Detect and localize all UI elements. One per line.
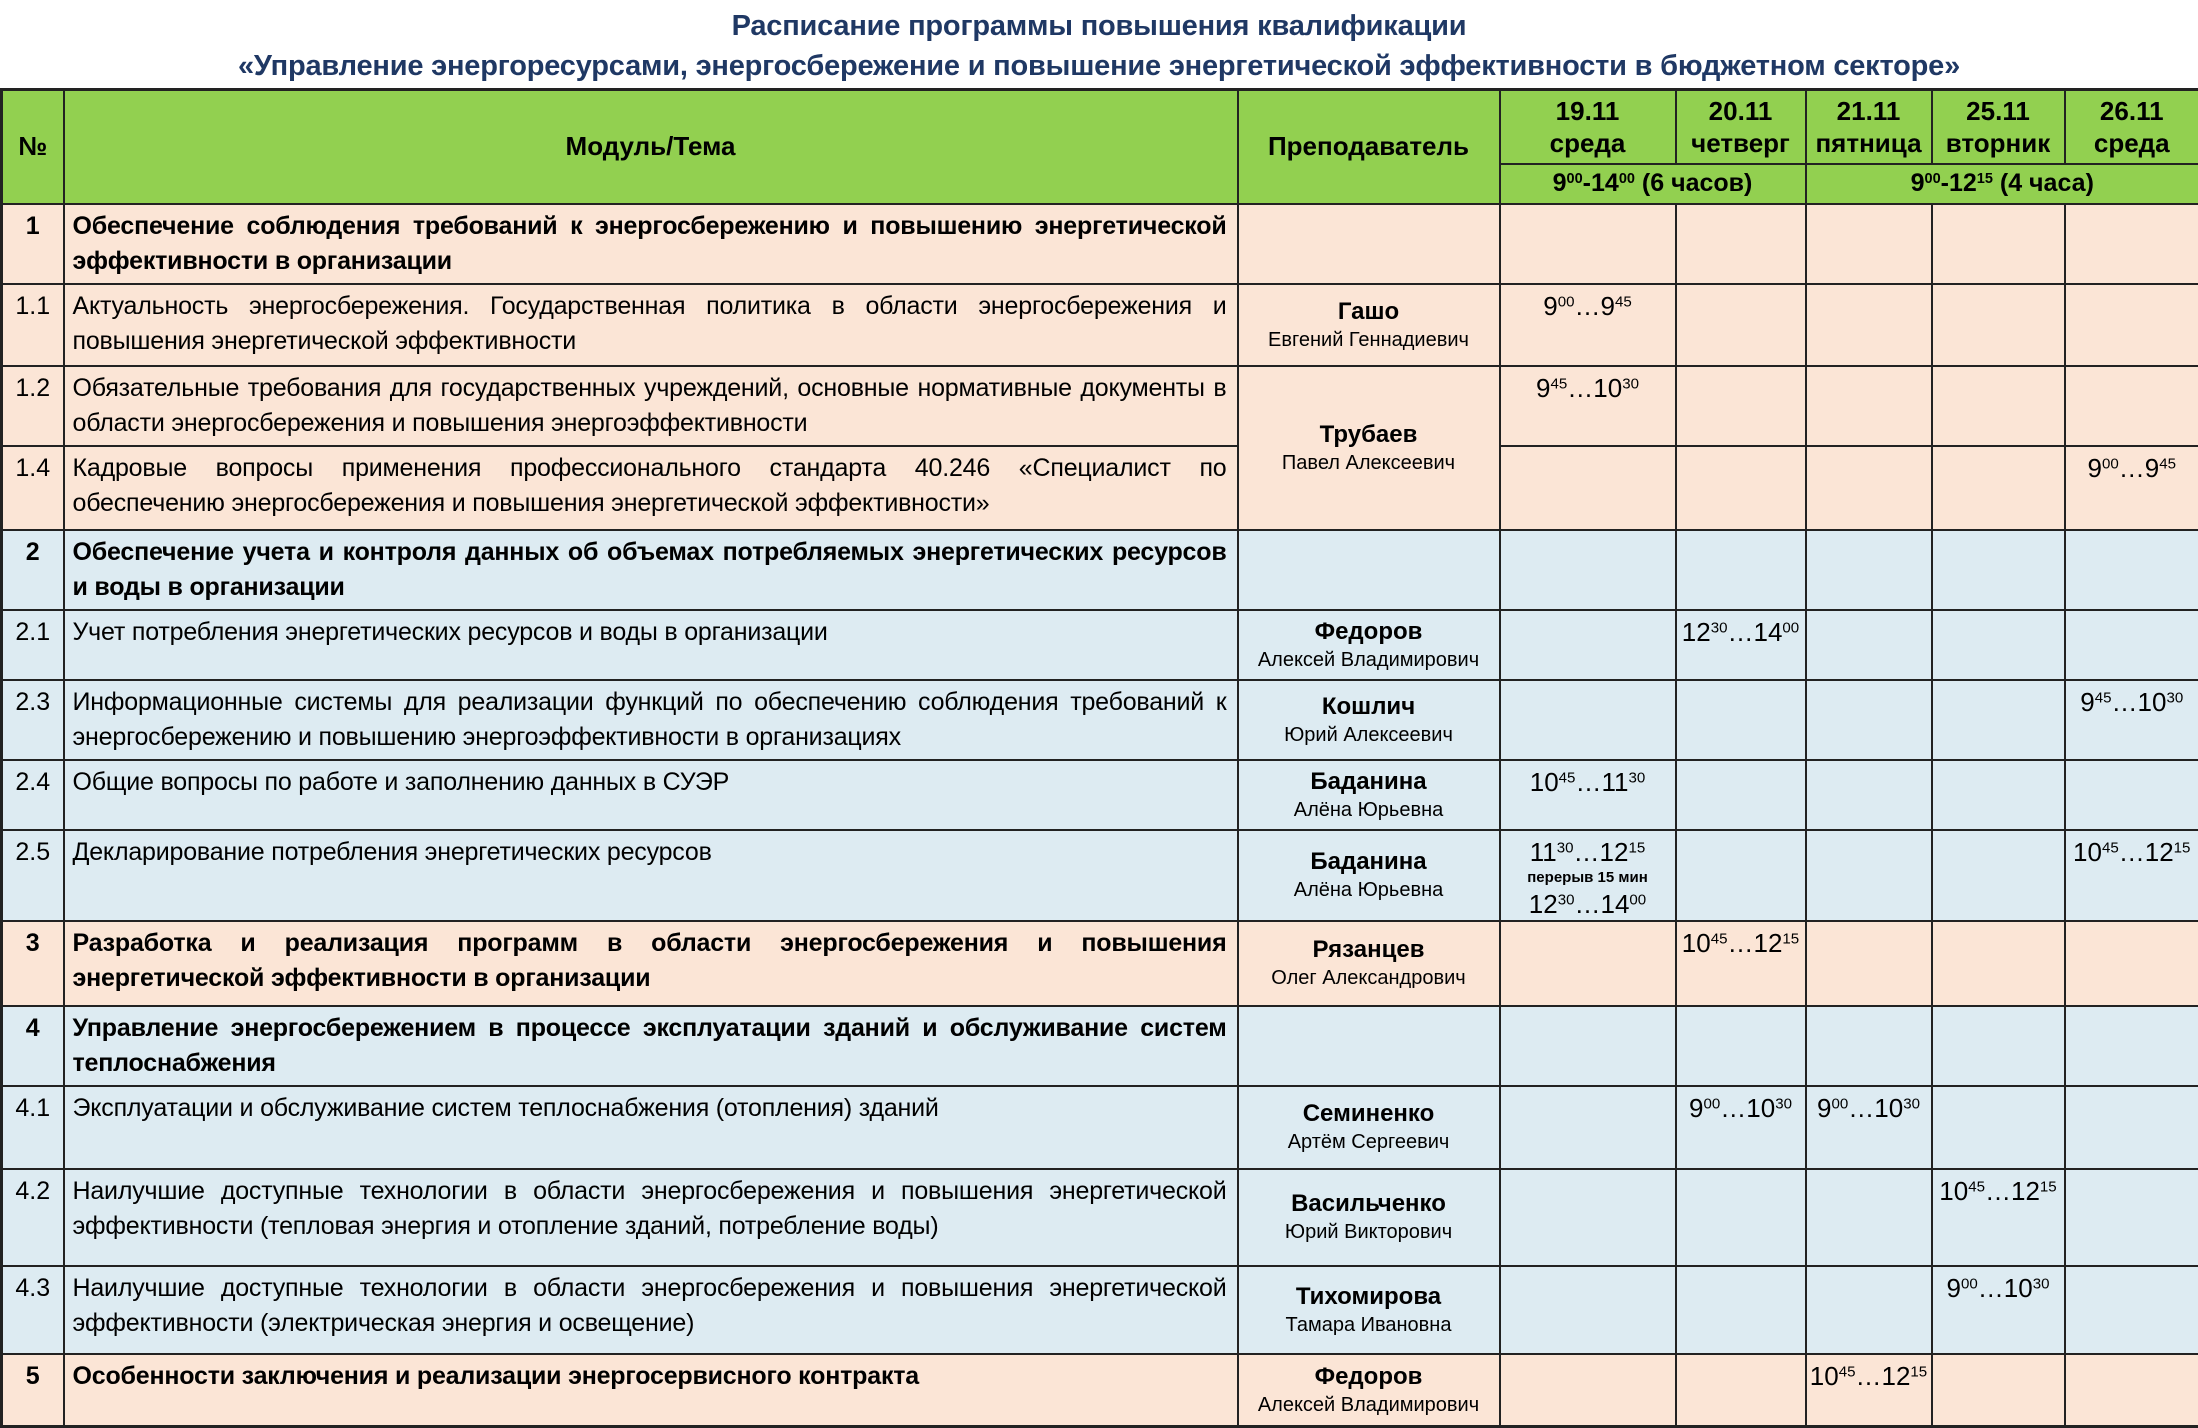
teacher-first-name: Алёна Юрьевна bbox=[1243, 797, 1495, 823]
row-number: 2.4 bbox=[2, 760, 64, 830]
schedule-body bbox=[2, 204, 2198, 1427]
topic-cell: Учет потребления энергетических ресурсов и воды в организации bbox=[64, 610, 1238, 680]
time-range: $10^{45}\dots 12^{15}$ bbox=[1933, 1175, 2064, 1207]
time-range: $10^{45}\dots 12^{15}$ bbox=[1807, 1360, 1931, 1392]
teacher-last-name: Баданина bbox=[1243, 767, 1495, 797]
topic-cell: Наилучшие доступные технологии в области энергосбережения и повышения энергетической эффективности (электрическая энергия и освещение) bbox=[64, 1266, 1238, 1354]
time-range: $12^{30}\dots 14^{00}$ bbox=[1677, 616, 1805, 648]
teacher-first-name: Алексей Владимирович bbox=[1243, 647, 1495, 673]
time-range: $11^{30}\dots 12^{15}$ bbox=[1501, 836, 1675, 868]
time-range: $9^{45}\dots 10^{30}$ bbox=[2066, 686, 2198, 718]
time-range: $12^{30}\dots 14^{00}$ bbox=[1501, 888, 1675, 920]
time-cell-25-11 bbox=[1932, 1169, 2065, 1266]
row-number: 2.3 bbox=[2, 680, 64, 760]
teacher-cell bbox=[1238, 921, 1500, 1006]
day-weekday: среда bbox=[1501, 127, 1675, 161]
topic-cell: Обеспечение учета и контроля данных об объемах потребляемых энергетических ресурсов и воды в организации bbox=[64, 530, 1238, 610]
time-cell-21-11 bbox=[1806, 366, 1932, 446]
time-cell-20-11 bbox=[1676, 1266, 1806, 1354]
time-cell-21-11 bbox=[1806, 760, 1932, 830]
time-cell-20-11 bbox=[1676, 760, 1806, 830]
time-cell-19-11 bbox=[1500, 284, 1676, 366]
time-cell-26-11 bbox=[2065, 1086, 2198, 1169]
teacher-cell bbox=[1238, 1086, 1500, 1169]
time-cell-20-11 bbox=[1676, 530, 1806, 610]
row-number: 4.1 bbox=[2, 1086, 64, 1169]
schedule-row-1 bbox=[2, 204, 2198, 284]
time-cell-25-11 bbox=[1932, 446, 2065, 530]
time-cell-20-11 bbox=[1676, 921, 1806, 1006]
teacher-last-name: Трубаев bbox=[1243, 420, 1495, 450]
time-cell-26-11 bbox=[2065, 760, 2198, 830]
time-cell-19-11 bbox=[1500, 1006, 1676, 1086]
schedule-row-2 bbox=[2, 530, 2198, 610]
time-cell-25-11 bbox=[1932, 921, 2065, 1006]
column-header-day-25-11 bbox=[1932, 90, 2065, 164]
teacher-cell bbox=[1238, 1266, 1500, 1354]
time-cell-26-11 bbox=[2065, 1169, 2198, 1266]
time-range: $10^{45}\dots 12^{15}$ bbox=[1677, 927, 1805, 959]
schedule-row-1.1 bbox=[2, 284, 2198, 366]
time-cell-25-11 bbox=[1932, 1086, 2065, 1169]
time-cell-26-11 bbox=[2065, 610, 2198, 680]
schedule-header bbox=[2, 90, 2198, 204]
session-hours-morning-block: $9^{00}-14^{00}$ (6 часов) bbox=[1500, 164, 1806, 204]
time-cell-26-11 bbox=[2065, 921, 2198, 1006]
time-cell-26-11 bbox=[2065, 830, 2198, 921]
teacher-first-name: Алексей Владимирович bbox=[1243, 1392, 1495, 1418]
teacher-last-name: Федоров bbox=[1243, 1362, 1495, 1392]
topic-cell: Кадровые вопросы применения профессионального стандарта 40.246 «Специалист по обеспечению энергосбережения и повышения энергетической эффективности» bbox=[64, 446, 1238, 530]
teacher-first-name: Юрий Алексеевич bbox=[1243, 722, 1495, 748]
time-cell-20-11 bbox=[1676, 446, 1806, 530]
topic-cell: Обеспечение соблюдения требований к энергосбережению и повышению энергетической эффективности в организации bbox=[64, 204, 1238, 284]
topic-cell: Обязательные требования для государственных учреждений, основные нормативные документы в области энергосбережения и повышения энергоэффективности bbox=[64, 366, 1238, 446]
teacher-cell bbox=[1238, 366, 1500, 530]
time-range: $9^{45}\dots 10^{30}$ bbox=[1501, 372, 1675, 404]
teacher-cell bbox=[1238, 204, 1500, 284]
teacher-last-name: Тихомирова bbox=[1243, 1282, 1495, 1312]
teacher-last-name: Федоров bbox=[1243, 617, 1495, 647]
topic-cell: Декларирование потребления энергетических ресурсов bbox=[64, 830, 1238, 921]
day-date: 20.11 bbox=[1677, 93, 1805, 127]
column-header-teacher: Преподаватель bbox=[1238, 90, 1500, 204]
teacher-last-name: Баданина bbox=[1243, 847, 1495, 877]
time-cell-19-11 bbox=[1500, 680, 1676, 760]
teacher-cell bbox=[1238, 1354, 1500, 1427]
schedule-row-3 bbox=[2, 921, 2198, 1006]
teacher-last-name: Васильченко bbox=[1243, 1189, 1495, 1219]
day-date: 21.11 bbox=[1807, 93, 1931, 127]
time-cell-21-11 bbox=[1806, 830, 1932, 921]
column-header-day-21-11 bbox=[1806, 90, 1932, 164]
time-cell-21-11 bbox=[1806, 610, 1932, 680]
row-number: 1.1 bbox=[2, 284, 64, 366]
session-hours-short-block: $9^{00}-12^{15}$ (4 часа) bbox=[1806, 164, 2198, 204]
schedule-row-4.3 bbox=[2, 1266, 2198, 1354]
time-range: $10^{45}\dots 11^{30}$ bbox=[1501, 766, 1675, 798]
time-cell-21-11 bbox=[1806, 204, 1932, 284]
teacher-first-name: Алёна Юрьевна bbox=[1243, 877, 1495, 903]
teacher-first-name: Евгений Геннадиевич bbox=[1243, 327, 1495, 353]
time-cell-20-11 bbox=[1676, 1006, 1806, 1086]
time-cell-20-11 bbox=[1676, 284, 1806, 366]
time-cell-26-11 bbox=[2065, 284, 2198, 366]
time-cell-21-11 bbox=[1806, 1354, 1932, 1427]
teacher-cell bbox=[1238, 830, 1500, 921]
time-cell-26-11 bbox=[2065, 530, 2198, 610]
row-number: 1.4 bbox=[2, 446, 64, 530]
row-number: 1 bbox=[2, 204, 64, 284]
time-cell-25-11 bbox=[1932, 1354, 2065, 1427]
teacher-last-name: Кошлич bbox=[1243, 692, 1495, 722]
time-cell-25-11 bbox=[1932, 830, 2065, 921]
time-cell-19-11 bbox=[1500, 366, 1676, 446]
topic-cell: Особенности заключения и реализации энергосервисного контракта bbox=[64, 1354, 1238, 1427]
time-cell-20-11 bbox=[1676, 610, 1806, 680]
time-cell-19-11 bbox=[1500, 830, 1676, 921]
time-cell-19-11 bbox=[1500, 610, 1676, 680]
time-cell-25-11 bbox=[1932, 1266, 2065, 1354]
time-cell-25-11 bbox=[1932, 1006, 2065, 1086]
teacher-first-name: Юрий Викторович bbox=[1243, 1219, 1495, 1245]
teacher-cell bbox=[1238, 610, 1500, 680]
time-cell-26-11 bbox=[2065, 446, 2198, 530]
time-cell-20-11 bbox=[1676, 366, 1806, 446]
time-cell-20-11 bbox=[1676, 1086, 1806, 1169]
time-cell-19-11 bbox=[1500, 530, 1676, 610]
time-cell-19-11 bbox=[1500, 1169, 1676, 1266]
time-cell-25-11 bbox=[1932, 680, 2065, 760]
row-number: 1.2 bbox=[2, 366, 64, 446]
column-header-topic: Модуль/Тема bbox=[64, 90, 1238, 204]
schedule-row-1.4 bbox=[2, 446, 2198, 530]
time-cell-26-11 bbox=[2065, 1006, 2198, 1086]
schedule-table bbox=[0, 88, 2198, 1428]
time-cell-21-11 bbox=[1806, 1086, 1932, 1169]
schedule-row-4.1 bbox=[2, 1086, 2198, 1169]
time-range: $9^{00}\dots 9^{45}$ bbox=[1501, 290, 1675, 322]
time-cell-20-11 bbox=[1676, 830, 1806, 921]
time-cell-25-11 bbox=[1932, 204, 2065, 284]
time-cell-21-11 bbox=[1806, 1006, 1932, 1086]
time-range: $9^{00}\dots 10^{30}$ bbox=[1677, 1092, 1805, 1124]
teacher-first-name: Павел Алексеевич bbox=[1243, 450, 1495, 476]
teacher-first-name: Олег Александрович bbox=[1243, 965, 1495, 991]
time-cell-19-11 bbox=[1500, 204, 1676, 284]
column-header-number: № bbox=[2, 90, 64, 204]
time-cell-21-11 bbox=[1806, 680, 1932, 760]
time-cell-21-11 bbox=[1806, 284, 1932, 366]
schedule-row-4 bbox=[2, 1006, 2198, 1086]
time-cell-26-11 bbox=[2065, 1354, 2198, 1427]
time-cell-26-11 bbox=[2065, 680, 2198, 760]
title-block bbox=[0, 0, 2198, 86]
time-cell-20-11 bbox=[1676, 680, 1806, 760]
schedule-row-2.3 bbox=[2, 680, 2198, 760]
row-number: 3 bbox=[2, 921, 64, 1006]
time-cell-26-11 bbox=[2065, 366, 2198, 446]
schedule-row-1.2 bbox=[2, 366, 2198, 446]
time-cell-20-11 bbox=[1676, 1354, 1806, 1427]
time-cell-25-11 bbox=[1932, 760, 2065, 830]
break-note: перерыв 15 мин bbox=[1501, 868, 1675, 888]
teacher-cell bbox=[1238, 760, 1500, 830]
time-range: $9^{00}\dots 9^{45}$ bbox=[2066, 452, 2198, 484]
time-cell-19-11 bbox=[1500, 446, 1676, 530]
time-cell-19-11 bbox=[1500, 1266, 1676, 1354]
time-cell-26-11 bbox=[2065, 204, 2198, 284]
schedule-row-4.2 bbox=[2, 1169, 2198, 1266]
row-number: 4.3 bbox=[2, 1266, 64, 1354]
time-cell-25-11 bbox=[1932, 366, 2065, 446]
topic-cell: Разработка и реализация программ в области энергосбережения и повышения энергетической эффективности в организации bbox=[64, 921, 1238, 1006]
teacher-cell bbox=[1238, 680, 1500, 760]
teacher-cell bbox=[1238, 284, 1500, 366]
time-cell-21-11 bbox=[1806, 446, 1932, 530]
teacher-last-name: Гашо bbox=[1243, 297, 1495, 327]
time-cell-25-11 bbox=[1932, 610, 2065, 680]
time-cell-21-11 bbox=[1806, 1266, 1932, 1354]
day-date: 19.11 bbox=[1501, 93, 1675, 127]
day-weekday: четверг bbox=[1677, 127, 1805, 161]
column-header-day-20-11 bbox=[1676, 90, 1806, 164]
schedule-row-2.1 bbox=[2, 610, 2198, 680]
schedule-row-2.4 bbox=[2, 760, 2198, 830]
time-cell-19-11 bbox=[1500, 1354, 1676, 1427]
schedule-row-5 bbox=[2, 1354, 2198, 1427]
time-cell-19-11 bbox=[1500, 921, 1676, 1006]
time-cell-21-11 bbox=[1806, 530, 1932, 610]
teacher-first-name: Тамара Ивановна bbox=[1243, 1312, 1495, 1338]
teacher-cell bbox=[1238, 530, 1500, 610]
topic-cell: Информационные системы для реализации функций по обеспечению соблюдения требований к энергосбережению и повышению энергоэффективности в организациях bbox=[64, 680, 1238, 760]
time-cell-19-11 bbox=[1500, 760, 1676, 830]
column-header-day-19-11 bbox=[1500, 90, 1676, 164]
time-cell-25-11 bbox=[1932, 284, 2065, 366]
topic-cell: Управление энергосбережением в процессе эксплуатации зданий и обслуживание систем теплоснабжения bbox=[64, 1006, 1238, 1086]
time-cell-25-11 bbox=[1932, 530, 2065, 610]
time-range: $10^{45}\dots 12^{15}$ bbox=[2066, 836, 2198, 868]
time-cell-20-11 bbox=[1676, 1169, 1806, 1266]
teacher-last-name: Семиненко bbox=[1243, 1099, 1495, 1129]
time-cell-21-11 bbox=[1806, 1169, 1932, 1266]
topic-cell: Общие вопросы по работе и заполнению данных в СУЭР bbox=[64, 760, 1238, 830]
day-weekday: пятница bbox=[1807, 127, 1931, 161]
topic-cell: Эксплуатации и обслуживание систем теплоснабжения (отопления) зданий bbox=[64, 1086, 1238, 1169]
teacher-cell bbox=[1238, 1169, 1500, 1266]
time-range: $9^{00}\dots 10^{30}$ bbox=[1933, 1272, 2064, 1304]
day-date: 26.11 bbox=[2066, 93, 2198, 127]
row-number: 4.2 bbox=[2, 1169, 64, 1266]
time-cell-21-11 bbox=[1806, 921, 1932, 1006]
row-number: 2.1 bbox=[2, 610, 64, 680]
day-weekday: среда bbox=[2066, 127, 2198, 161]
row-number: 2 bbox=[2, 530, 64, 610]
day-weekday: вторник bbox=[1933, 127, 2064, 161]
page-title: Расписание программы повышения квалификации bbox=[0, 6, 2198, 46]
topic-cell: Актуальность энергосбережения. Государственная политика в области энергосбережения и повышения энергетической эффективности bbox=[64, 284, 1238, 366]
topic-cell: Наилучшие доступные технологии в области энергосбережения и повышения энергетической эффективности (тепловая энергия и отопление зданий, потребление воды) bbox=[64, 1169, 1238, 1266]
row-number: 4 bbox=[2, 1006, 64, 1086]
time-cell-19-11 bbox=[1500, 1086, 1676, 1169]
teacher-first-name: Артём Сергеевич bbox=[1243, 1129, 1495, 1155]
row-number: 5 bbox=[2, 1354, 64, 1427]
teacher-last-name: Рязанцев bbox=[1243, 935, 1495, 965]
teacher-cell bbox=[1238, 1006, 1500, 1086]
row-number: 2.5 bbox=[2, 830, 64, 921]
time-range: $9^{00}\dots 10^{30}$ bbox=[1807, 1092, 1931, 1124]
time-cell-20-11 bbox=[1676, 204, 1806, 284]
column-header-day-26-11 bbox=[2065, 90, 2198, 164]
schedule-row-2.5 bbox=[2, 830, 2198, 921]
time-cell-26-11 bbox=[2065, 1266, 2198, 1354]
page-subtitle: «Управление энергоресурсами, энергосбережение и повышение энергетической эффективности в бюджетном секторе» bbox=[0, 46, 2198, 86]
day-date: 25.11 bbox=[1933, 93, 2064, 127]
